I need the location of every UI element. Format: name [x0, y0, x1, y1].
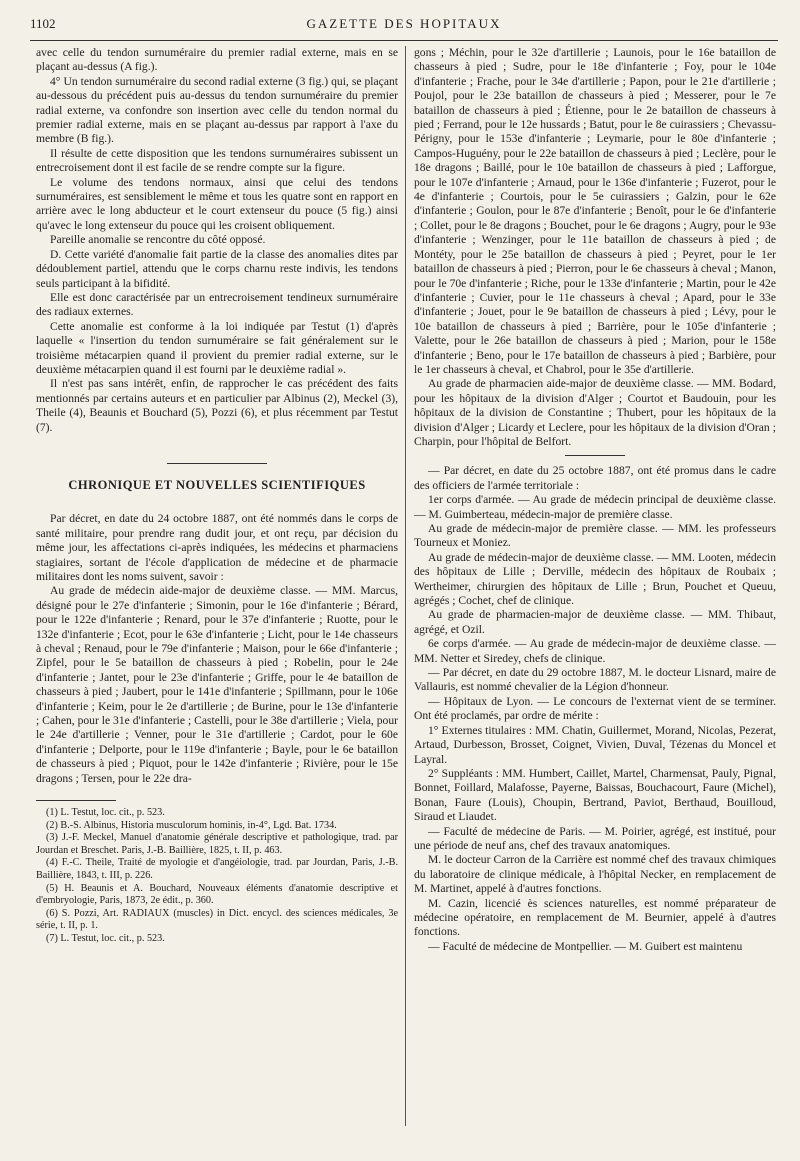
paragraph: 1er corps d'armée. — Au grade de médecin principal de deuxième classe. — M. Guimberteau, médecin-major de première classe.	[414, 493, 776, 521]
paragraph: — Hôpitaux de Lyon. — Le concours de l'externat vient de se terminer. Ont été proclamés, par ordre de mérite :	[414, 694, 776, 723]
paragraph: 2° Suppléants : MM. Humbert, Caillet, Martel, Charmensat, Pauly, Pignal, Bonnet, Foillard, Malafosse, Payerne, Baissas, Bouchacourt, Faure (Michel), Bonan, Faure (Louis), Choupin, Bertrand, Paviot, Berthaud, Bouilloud, Siraud et Liaudet.	[414, 766, 776, 824]
paragraph: Le volume des tendons normaux, ainsi que celui des tendons surnuméraires, est sensiblement le même et tous les quatre sont en rapport en arrière avec le long abducteur et le court extenseur du pouce (5 fig.) ainsi qu'avec le long extenseur du pouce qui les croisent obliquement.	[36, 175, 398, 232]
left-column	[36, 46, 398, 946]
paragraph: gons ; Méchin, pour le 32e d'artillerie ; Launois, pour le 16e bataillon de chasseurs à pied ; Sudre, pour le 18e d'infanterie ; Foy, pour le 104e d'infanterie ; Frache, pour le 34e d'artillerie ; Papon, pour le 21e d'artillerie ; Poujol, pour le 23e bataillon de chasseurs à pied ; Messerer, pour le 7e bataillon de chasseurs à pied ; Étienne, pour le 2e bataillon de chasseurs à pied ; Ferrand, pour le 12e hussards ; Batut, pour le 8e cuirassiers ; Chevassu-Périgny, pour le 153e d'infanterie ; Leymarie, pour le 80e d'infanterie ; Campos-Huguény, pour le 22e bataillon de chasseurs à pied ; Leclère, pour le 18e dragons ; Baillé, pour le 10e bataillon de chasseurs à pied ; Lafforgue, pour le 107e d'infanterie ; Arnaud, pour le 136e d'infanterie ; Fuzerot, pour le 4e d'infanterie ; Courtois, pour le 5e cuirassiers ; Galzin, pour le 62e d'infanterie ; Goulon, pour le 87e d'infanterie ; Benoît, pour le 6e d'infanterie ; Collet, pour le 8e dragons ; Bouchet, pour le 6e dragons ; Augry, pour le 93e d'infanterie ; Wenzinger, pour le 11e bataillon de chasseurs à pied ; de Montéty, pour le 25e bataillon de chasseurs à pied ; Peyret, pour le 1er bataillon de chasseurs à pied ; Pierron, pour le 6e chasseurs à cheval ; Manon, pour le 70e d'infanterie ; Riche, pour le 133e d'infanterie ; Martin, pour le 42e d'infanterie ; Cuvier, pour le 11e chasseurs à cheval ; Apard, pour le 33e d'infanterie ; Jouet, pour le 9e bataillon de chasseurs à pied ; Lévy, pour le 10e bataillon de chasseurs à pied ; Barrière, pour le 105e d'infanterie ; Valette, pour le 26e bataillon de chasseurs à pied ; Marion, pour le 158e d'infanterie ; Beno, pour le 17e bataillon de chasseurs à pied ; Barbière, pour le 1er chasseurs à cheval, et Chabrol, pour le 35e d'artillerie.	[414, 46, 776, 376]
paragraph: — Par décret, en date du 29 octobre 1887, M. le docteur Lisnard, maire de Vallauris, est nommé chevalier de la Légion d'honneur.	[414, 666, 776, 694]
page-header	[30, 12, 778, 41]
paragraph: — Faculté de médecine de Paris. — M. Poirier, agrégé, est institué, pour une période de neuf ans, chef des travaux anatomiques.	[414, 824, 776, 852]
paragraph: — Par décret, en date du 25 octobre 1887, ont été promus dans le cadre des officiers de l'armée territoriale :	[414, 464, 776, 492]
footnote: (7) L. Testut, loc. cit., p. 523.	[46, 933, 165, 945]
page-number: 1102	[30, 16, 56, 31]
section-title: CHRONIQUE ET NOUVELLES SCIENTIFIQUES	[68, 477, 366, 492]
paragraph: Au grade de pharmacien aide-major de deuxième classe. — MM. Bodard, pour les hôpitaux de la division d'Alger ; Courtot et Baudouin, pour les hôpitaux de la division de Constantine ; Thubert, pour les hôpitaux de la division d'Alger ; Licardy et Leclere, pour les hôpitaux de la division d'Oran ; Charpin, pour l'hôpital de Belfort.	[414, 377, 776, 448]
paragraph: — Faculté de médecine de Montpellier. — M. Guibert est maintenu	[428, 939, 743, 953]
paragraph: M. le docteur Carron de la Carrière est nommé chef des travaux chimiques du laboratoire de clinique médicale, à l'hôpital Necker, en remplacement de M. Martinet, appelé à d'autres fonctions.	[414, 853, 776, 896]
paragraph: 1° Externes titulaires : MM. Chatin, Guillermet, Morand, Nicolas, Pezerat, Artaud, Durbesson, Brosset, Coignet, Vivien, Duval, Tézenas du Moncel et Layral.	[414, 723, 776, 766]
paragraph: Au grade de pharmacien-major de deuxième classe. — MM. Thibaut, agrégé, et Ozil.	[414, 608, 776, 636]
journal-title: GAZETTE DES HOPITAUX	[306, 16, 502, 31]
paragraph: D. Cette variété d'anomalie fait partie de la classe des anomalies dites par dédoublement partiel, attendu que le corps charnu reste indivis, les tendons seuls participant à la bifidité.	[36, 247, 398, 290]
right-column	[414, 46, 776, 954]
footnote: (5) H. Beaunis et A. Bouchard, Nouveaux éléments d'anatomie descriptive et d'embryologie, Paris, 1873, 2e édit., p. 360.	[36, 882, 398, 907]
column-divider	[405, 46, 406, 1126]
paragraph: Elle est donc caractérisée par un entrecroisement tendineux surnuméraire des radiaux externes.	[36, 290, 398, 319]
paragraph: 4° Un tendon surnuméraire du second radial externe (3 fig.) qui, se plaçant au-dessous du précédent puis au-dessus du tendon surnuméraire du premier radial externe, va confondre son insertion avec celle du tendon normal du premier radial externe, mais en se plaçant au-dessus par rapport à l'axe du membre (B fig.).	[36, 74, 398, 146]
footnote: (1) L. Testut, loc. cit., p. 523.	[46, 807, 165, 819]
paragraph: Il résulte de cette disposition que les tendons surnuméraires subissent un entrecroisement dont il est facile de se rendre compte sur la figure.	[36, 146, 398, 175]
footnote: (6) S. Pozzi, Art. RADIAUX (muscles) in Dict. encycl. des sciences médicales, 3e série, t. II, p. 1.	[36, 907, 398, 932]
paragraph: Cette anomalie est conforme à la loi indiquée par Testut (1) d'après laquelle « l'insertion du tendon surnuméraire se fait généralement sur le troisième métacarpien quand il provient du premier radial externe, sur le deuxième métacarpien quand il est fourni par le deuxième radial ».	[36, 319, 398, 376]
paragraph: avec celle du tendon surnuméraire du premier radial externe, mais en se plaçant au-dessus (A fig.).	[36, 46, 398, 74]
section-heading	[36, 463, 398, 492]
item-separator	[565, 455, 625, 456]
paragraph: M. Cazin, licencié ès sciences naturelles, est nommé préparateur de médecine opératoire, en remplacement de M. Beurnier, appelé à d'autres fonctions.	[414, 896, 776, 939]
paragraph: 6e corps d'armée. — Au grade de médecin-major de deuxième classe. — MM. Netter et Siredey, chefs de clinique.	[414, 637, 776, 665]
section-separator	[167, 463, 267, 464]
paragraph: Par décret, en date du 24 octobre 1887, ont été nommés dans le corps de santé militaire, pour prendre rang dudit jour, et ont reçu, par décision du même jour, les affectations ci-après indiquées, les médecins et pharmaciens stagiaires, sortant de l'école d'application de médecine et de pharmacie militaires dont les noms suivent, savoir :	[36, 512, 398, 583]
paragraph: Au grade de médecin aide-major de deuxième classe. — MM. Marcus, désigné pour le 27e d'infanterie ; Simonin, pour le 16e d'infanterie ; Bérard, pour le 122e d'infanterie ; Renard, pour le 37e d'infanterie ; Ruotte, pour le 132e d'infanterie ; Ecot, pour le 63e d'infanterie ; Licht, pour le 14e chasseurs à cheval ; Renaud, pour le 79e d'infanterie ; Maison, pour le 66e d'infanterie ; Zipfel, pour le 5e bataillon de chasseurs à pied ; Robelin, pour le 24e d'infanterie ; Jantet, pour le 23e d'infanterie ; Griffe, pour le 4e bataillon de chasseurs à pied ; Jaubert, pour le 141e d'infanterie ; Spillmann, pour le 106e d'infanterie ; Keim, pour le 2e d'artillerie ; de Burine, pour le 13e d'infanterie ; Cahen, pour le 31e d'infanterie ; Castelli, pour le 38e d'artillerie ; Viela, pour le 24e d'artillerie ; Venner, pour le 31e d'artillerie ; Cardot, pour le 60e d'infanterie ; Delporte, pour le 119e d'infanterie ; Bayle, pour le 6e bataillon de chasseurs à pied ; Piquot, pour le 142e d'infanterie ; Rivière, pour le 15e dragons ; Tersen, pour le 22e dra-	[36, 584, 398, 785]
footnote: (2) B.-S. Albinus, Historia musculorum hominis, in-4°, Lgd. Bat. 1734.	[46, 819, 337, 831]
footnote: (3) J.-F. Meckel, Manuel d'anatomie générale descriptive et pathologique, trad. par Jourdan et Breschet. Paris, J.-B. Baillière, 1825, t. II, p. 463.	[36, 832, 398, 856]
footnote-rule	[36, 800, 116, 801]
paragraph: Au grade de médecin-major de première classe. — MM. les professeurs Tourneux et Moniez.	[414, 522, 776, 550]
paragraph: Pareille anomalie se rencontre du côté opposé.	[50, 233, 266, 247]
footnote: (4) F.-C. Theile, Traité de myologie et d'angéiologie, trad. par Jourdan, Paris, J.-B. Baillière, 1843, t. III, p. 226.	[36, 857, 398, 882]
paragraph: Au grade de médecin-major de deuxième classe. — MM. Looten, médecin des hôpitaux de Lille ; Derville, médecin des hôpitaux de Roubaix ; Wertheimer, chirurgien des hôpitaux de Lille ; Brun, Pouchet et Queuu, agrégés ; Cochet, chef de clinique.	[414, 550, 776, 608]
paragraph: Il n'est pas sans intérêt, enfin, de rapprocher le cas précédent des faits mentionnés par certains auteurs et en particulier par Albinus (2), Meckel (3), Theile (4), Beaunis et Bouchard (5), Pozzi (6), et plus récemment par Testut (7).	[36, 377, 398, 434]
